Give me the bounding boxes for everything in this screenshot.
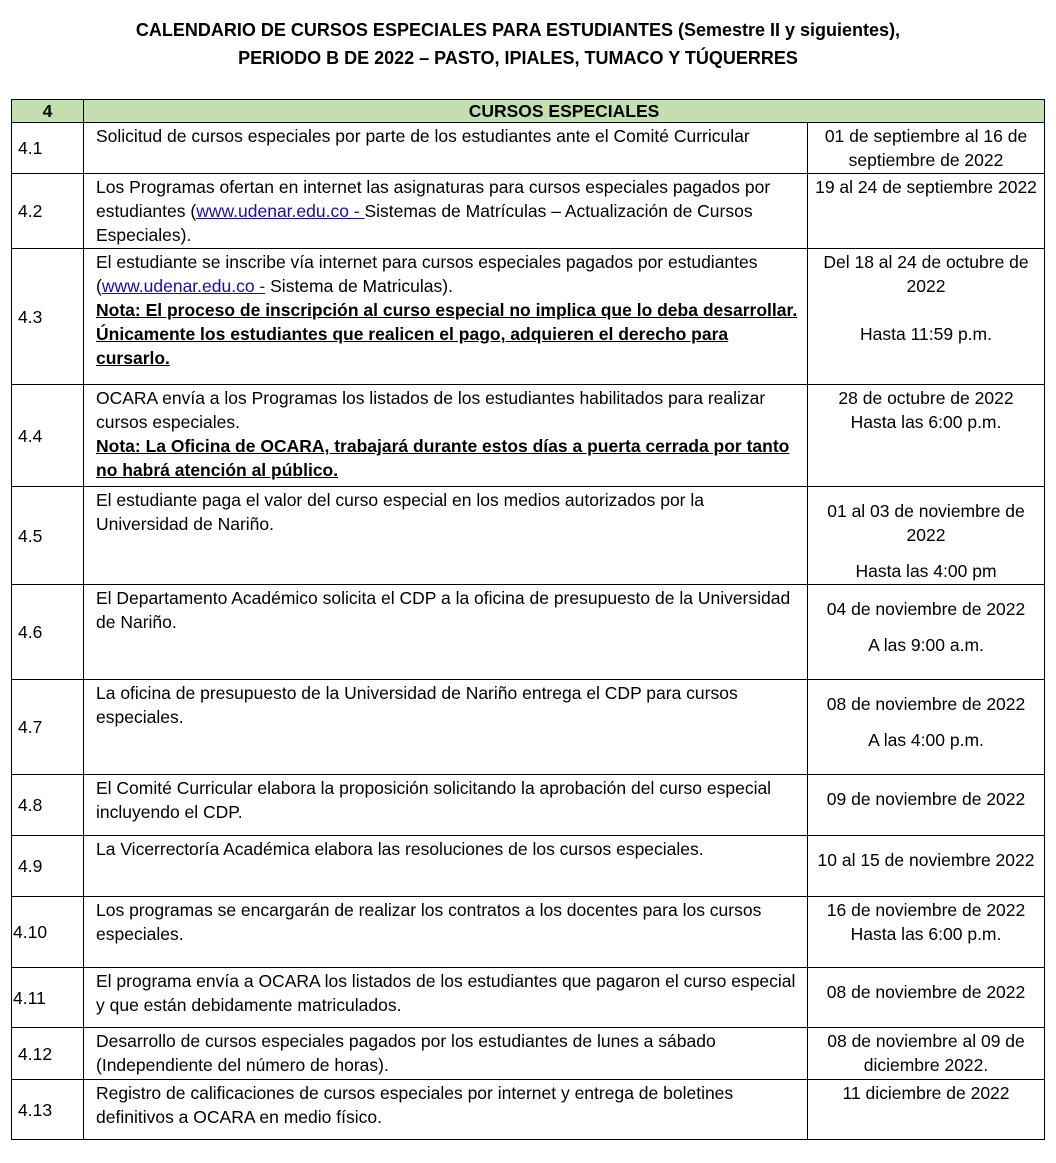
date-time-limit: Hasta las 6:00 p.m. [850, 924, 1002, 944]
table-row [12, 1080, 1045, 1140]
row-number: 4.5 [12, 487, 84, 585]
date-time-limit: Hasta las 6:00 p.m. [850, 412, 1002, 432]
calendar-table [11, 99, 1045, 1140]
row-activity: Desarrollo de cursos especiales pagados por los estudiantes de lunes a sábado (Independiente del número de horas). [84, 1028, 808, 1080]
activity-text: El estudiante se inscribe vía internet para cursos especiales pagados por estudiantes ( [96, 252, 758, 296]
header-section-number: 4 [12, 100, 84, 123]
row-activity: Solicitud de cursos especiales por parte de los estudiantes ante el Comité Curricular [84, 123, 808, 174]
header-section-title: CURSOS ESPECIALES [84, 100, 1045, 123]
title-line-2: PERIODO B DE 2022 – PASTO, IPIALES, TUMACO Y TÚQUERRES [238, 48, 798, 68]
date-time-limit: Hasta las 4:00 pm [855, 561, 997, 581]
row-date [808, 249, 1045, 385]
row-date: 08 de noviembre de 2022 [808, 968, 1045, 1028]
row-date [808, 385, 1045, 487]
row-date: 08 de noviembre al 09 de diciembre 2022. [808, 1028, 1045, 1080]
row-number: 4.9 [12, 836, 84, 897]
row-activity: La oficina de presupuesto de la Universidad de Nariño entrega el CDP para cursos especiales. [84, 680, 808, 775]
table-row [12, 775, 1045, 836]
date-time-limit: Hasta 11:59 p.m. [860, 324, 992, 344]
udenar-link[interactable]: www.udenar.edu.co - [196, 201, 365, 221]
row-number: 4.12 [12, 1028, 84, 1080]
row-activity: Registro de calificaciones de cursos especiales por internet y entrega de boletines definitivos a OCARA en medio físico. [84, 1080, 808, 1140]
activity-note: Nota: La Oficina de OCARA, trabajará durante estos días a puerta cerrada por tanto no habrá atención al público. [96, 436, 790, 480]
row-activity: El Comité Curricular elabora la proposición solicitando la aprobación del curso especial incluyendo el CDP. [84, 775, 808, 836]
table-row [12, 174, 1045, 249]
date-time-limit: A las 4:00 p.m. [868, 730, 984, 750]
date-range: 04 de noviembre de 2022 [826, 599, 1026, 619]
row-activity: El programa envía a OCARA los listados de los estudiantes que pagaron el curso especial y que están debidamente matriculados. [84, 968, 808, 1028]
date-time-limit: A las 9:00 a.m. [868, 635, 984, 655]
row-number: 4.10 [12, 897, 84, 968]
table-row [12, 487, 1045, 585]
row-activity [84, 249, 808, 385]
row-date [808, 680, 1045, 775]
row-date [808, 897, 1045, 968]
row-date: 01 de septiembre al 16 de septiembre de 2022 [808, 123, 1045, 174]
row-number: 4.7 [12, 680, 84, 775]
row-number: 4.4 [12, 385, 84, 487]
table-header-row [12, 100, 1045, 123]
row-number: 4.13 [12, 1080, 84, 1140]
activity-note: Nota: El proceso de inscripción al curso especial no implica que lo deba desarrollar. Únicamente los estudiantes que realicen el pago, adquieren el derecho para cursarlo. [96, 300, 798, 368]
row-activity: El Departamento Académico solicita el CDP a la oficina de presupuesto de la Universidad de Nariño. [84, 585, 808, 680]
row-date [808, 487, 1045, 585]
row-activity [84, 174, 808, 249]
row-date [808, 585, 1045, 680]
row-date: 11 diciembre de 2022 [808, 1080, 1045, 1140]
activity-text: Los Programas ofertan en internet las asignaturas para cursos especiales pagados por estudiantes ( [96, 177, 771, 221]
row-number: 4.1 [12, 123, 84, 174]
activity-text: Sistema de Matriculas). [265, 276, 453, 296]
table-row [12, 249, 1045, 385]
row-activity [84, 385, 808, 487]
table-row [12, 585, 1045, 680]
row-date: 09 de noviembre de 2022 [808, 775, 1045, 836]
row-activity: Los programas se encargarán de realizar los contratos a los docentes para los cursos especiales. [84, 897, 808, 968]
table-row [12, 680, 1045, 775]
table-row [12, 123, 1045, 174]
table-row [12, 968, 1045, 1028]
date-range: 01 al 03 de noviembre de 2022 [827, 501, 1025, 545]
row-activity: El estudiante paga el valor del curso especial en los medios autorizados por la Universidad de Nariño. [84, 487, 808, 585]
row-activity: La Vicerrectoría Académica elabora las resoluciones de los cursos especiales. [84, 836, 808, 897]
date-range: 16 de noviembre de 2022 [826, 900, 1026, 920]
row-number: 4.6 [12, 585, 84, 680]
date-range: 28 de octubre de 2022 [838, 388, 1014, 408]
activity-text: Sistemas de Matrículas – Actualización de Cursos Especiales). [96, 201, 753, 245]
row-date: 19 al 24 de septiembre 2022 [808, 174, 1045, 249]
table-row [12, 897, 1045, 968]
row-number: 4.8 [12, 775, 84, 836]
document-title [0, 16, 1036, 72]
row-number: 4.11 [12, 968, 84, 1028]
udenar-link[interactable]: www.udenar.edu.co - [101, 276, 266, 296]
table-row [12, 836, 1045, 897]
date-range: Del 18 al 24 de octubre de 2022 [823, 252, 1029, 296]
row-number: 4.2 [12, 174, 84, 249]
activity-text: OCARA envía a los Programas los listados de los estudiantes habilitados para realizar cursos especiales. [96, 388, 766, 432]
row-number: 4.3 [12, 249, 84, 385]
row-date: 10 al 15 de noviembre 2022 [808, 836, 1045, 897]
table-row [12, 385, 1045, 487]
title-line-1: CALENDARIO DE CURSOS ESPECIALES PARA ESTUDIANTES (Semestre II y siguientes), [135, 20, 901, 40]
table-row [12, 1028, 1045, 1080]
date-range: 08 de noviembre de 2022 [826, 694, 1026, 714]
